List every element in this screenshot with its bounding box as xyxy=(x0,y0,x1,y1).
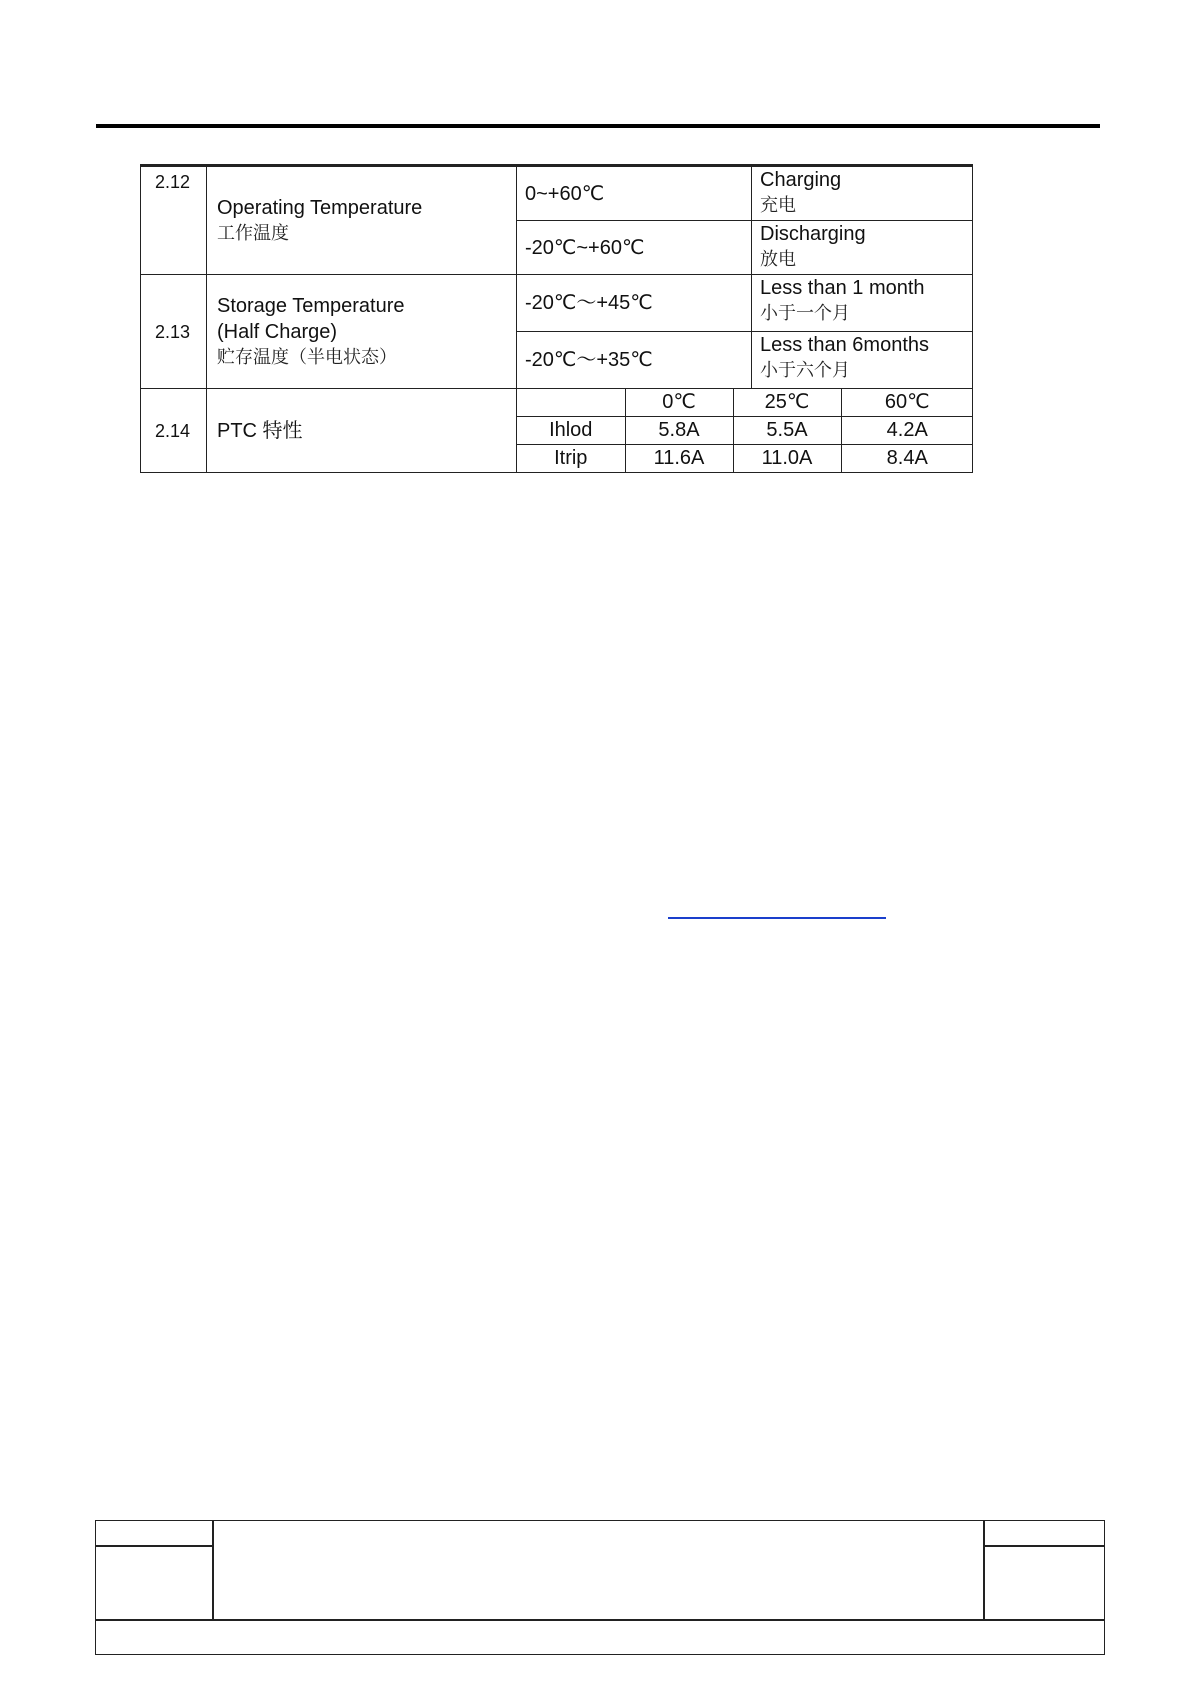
footer-divider xyxy=(212,1521,214,1619)
condition-en: Charging xyxy=(760,169,842,191)
condition-cn: 小于一个月 xyxy=(760,303,850,324)
footer-divider xyxy=(983,1545,1104,1547)
condition-cn: 小于六个月 xyxy=(760,360,850,381)
ptc-value: 11.6A xyxy=(625,445,733,473)
condition-cn: 放电 xyxy=(760,249,796,270)
spec-name-cn: 工作温度 xyxy=(217,222,289,244)
spec-name-en-2: (Half Charge) xyxy=(217,320,338,343)
range-value: -20℃～+45℃ xyxy=(517,275,752,332)
ptc-row-ihlod xyxy=(517,417,973,445)
spec-name: PTC 特性 xyxy=(207,389,517,473)
spec-name-cn: 贮存温度（半电状态） xyxy=(217,346,397,368)
ptc-value: 11.0A xyxy=(733,445,841,473)
condition-label xyxy=(752,332,973,389)
ptc-header: 25℃ xyxy=(733,389,841,417)
ptc-row-label: Ihlod xyxy=(517,417,625,445)
condition-cn: 充电 xyxy=(760,195,796,216)
ptc-header: 60℃ xyxy=(841,389,973,417)
footer-divider xyxy=(96,1619,1104,1621)
ptc-cell xyxy=(517,389,973,473)
ptc-value: 5.8A xyxy=(625,417,733,445)
spec-name xyxy=(207,166,517,275)
spec-table xyxy=(140,164,973,473)
spec-number: 2.14 xyxy=(141,389,207,473)
ptc-table xyxy=(517,389,973,472)
footer-divider xyxy=(983,1521,985,1619)
range-value: -20℃~+60℃ xyxy=(517,221,752,275)
ptc-header: 0℃ xyxy=(625,389,733,417)
spec-number: 2.13 xyxy=(141,275,207,389)
header-rule xyxy=(96,124,1100,128)
spec-row-2-13 xyxy=(141,275,973,332)
range-value: -20℃～+35℃ xyxy=(517,332,752,389)
condition-en: Less than 1 month xyxy=(760,277,925,299)
spec-row-2-14 xyxy=(141,389,973,473)
ptc-row-label: Itrip xyxy=(517,445,625,473)
condition-label xyxy=(752,166,973,221)
ptc-value: 8.4A xyxy=(841,445,973,473)
ptc-header xyxy=(517,389,625,417)
link-underline[interactable] xyxy=(668,917,886,919)
range-value: 0~+60℃ xyxy=(517,166,752,221)
condition-en: Discharging xyxy=(760,223,866,245)
spec-name xyxy=(207,275,517,389)
ptc-value: 5.5A xyxy=(733,417,841,445)
footer-frame xyxy=(95,1520,1105,1655)
spec-name-en: Storage Temperature xyxy=(217,294,405,317)
spec-name-en: Operating Temperature xyxy=(217,196,423,219)
spec-number: 2.12 xyxy=(141,166,207,275)
spec-row-2-12 xyxy=(141,166,973,221)
condition-label xyxy=(752,221,973,275)
ptc-header-row xyxy=(517,389,973,417)
condition-label xyxy=(752,275,973,332)
footer-divider xyxy=(96,1545,212,1547)
ptc-row-itrip xyxy=(517,445,973,473)
ptc-value: 4.2A xyxy=(841,417,973,445)
condition-en: Less than 6months xyxy=(760,334,929,356)
